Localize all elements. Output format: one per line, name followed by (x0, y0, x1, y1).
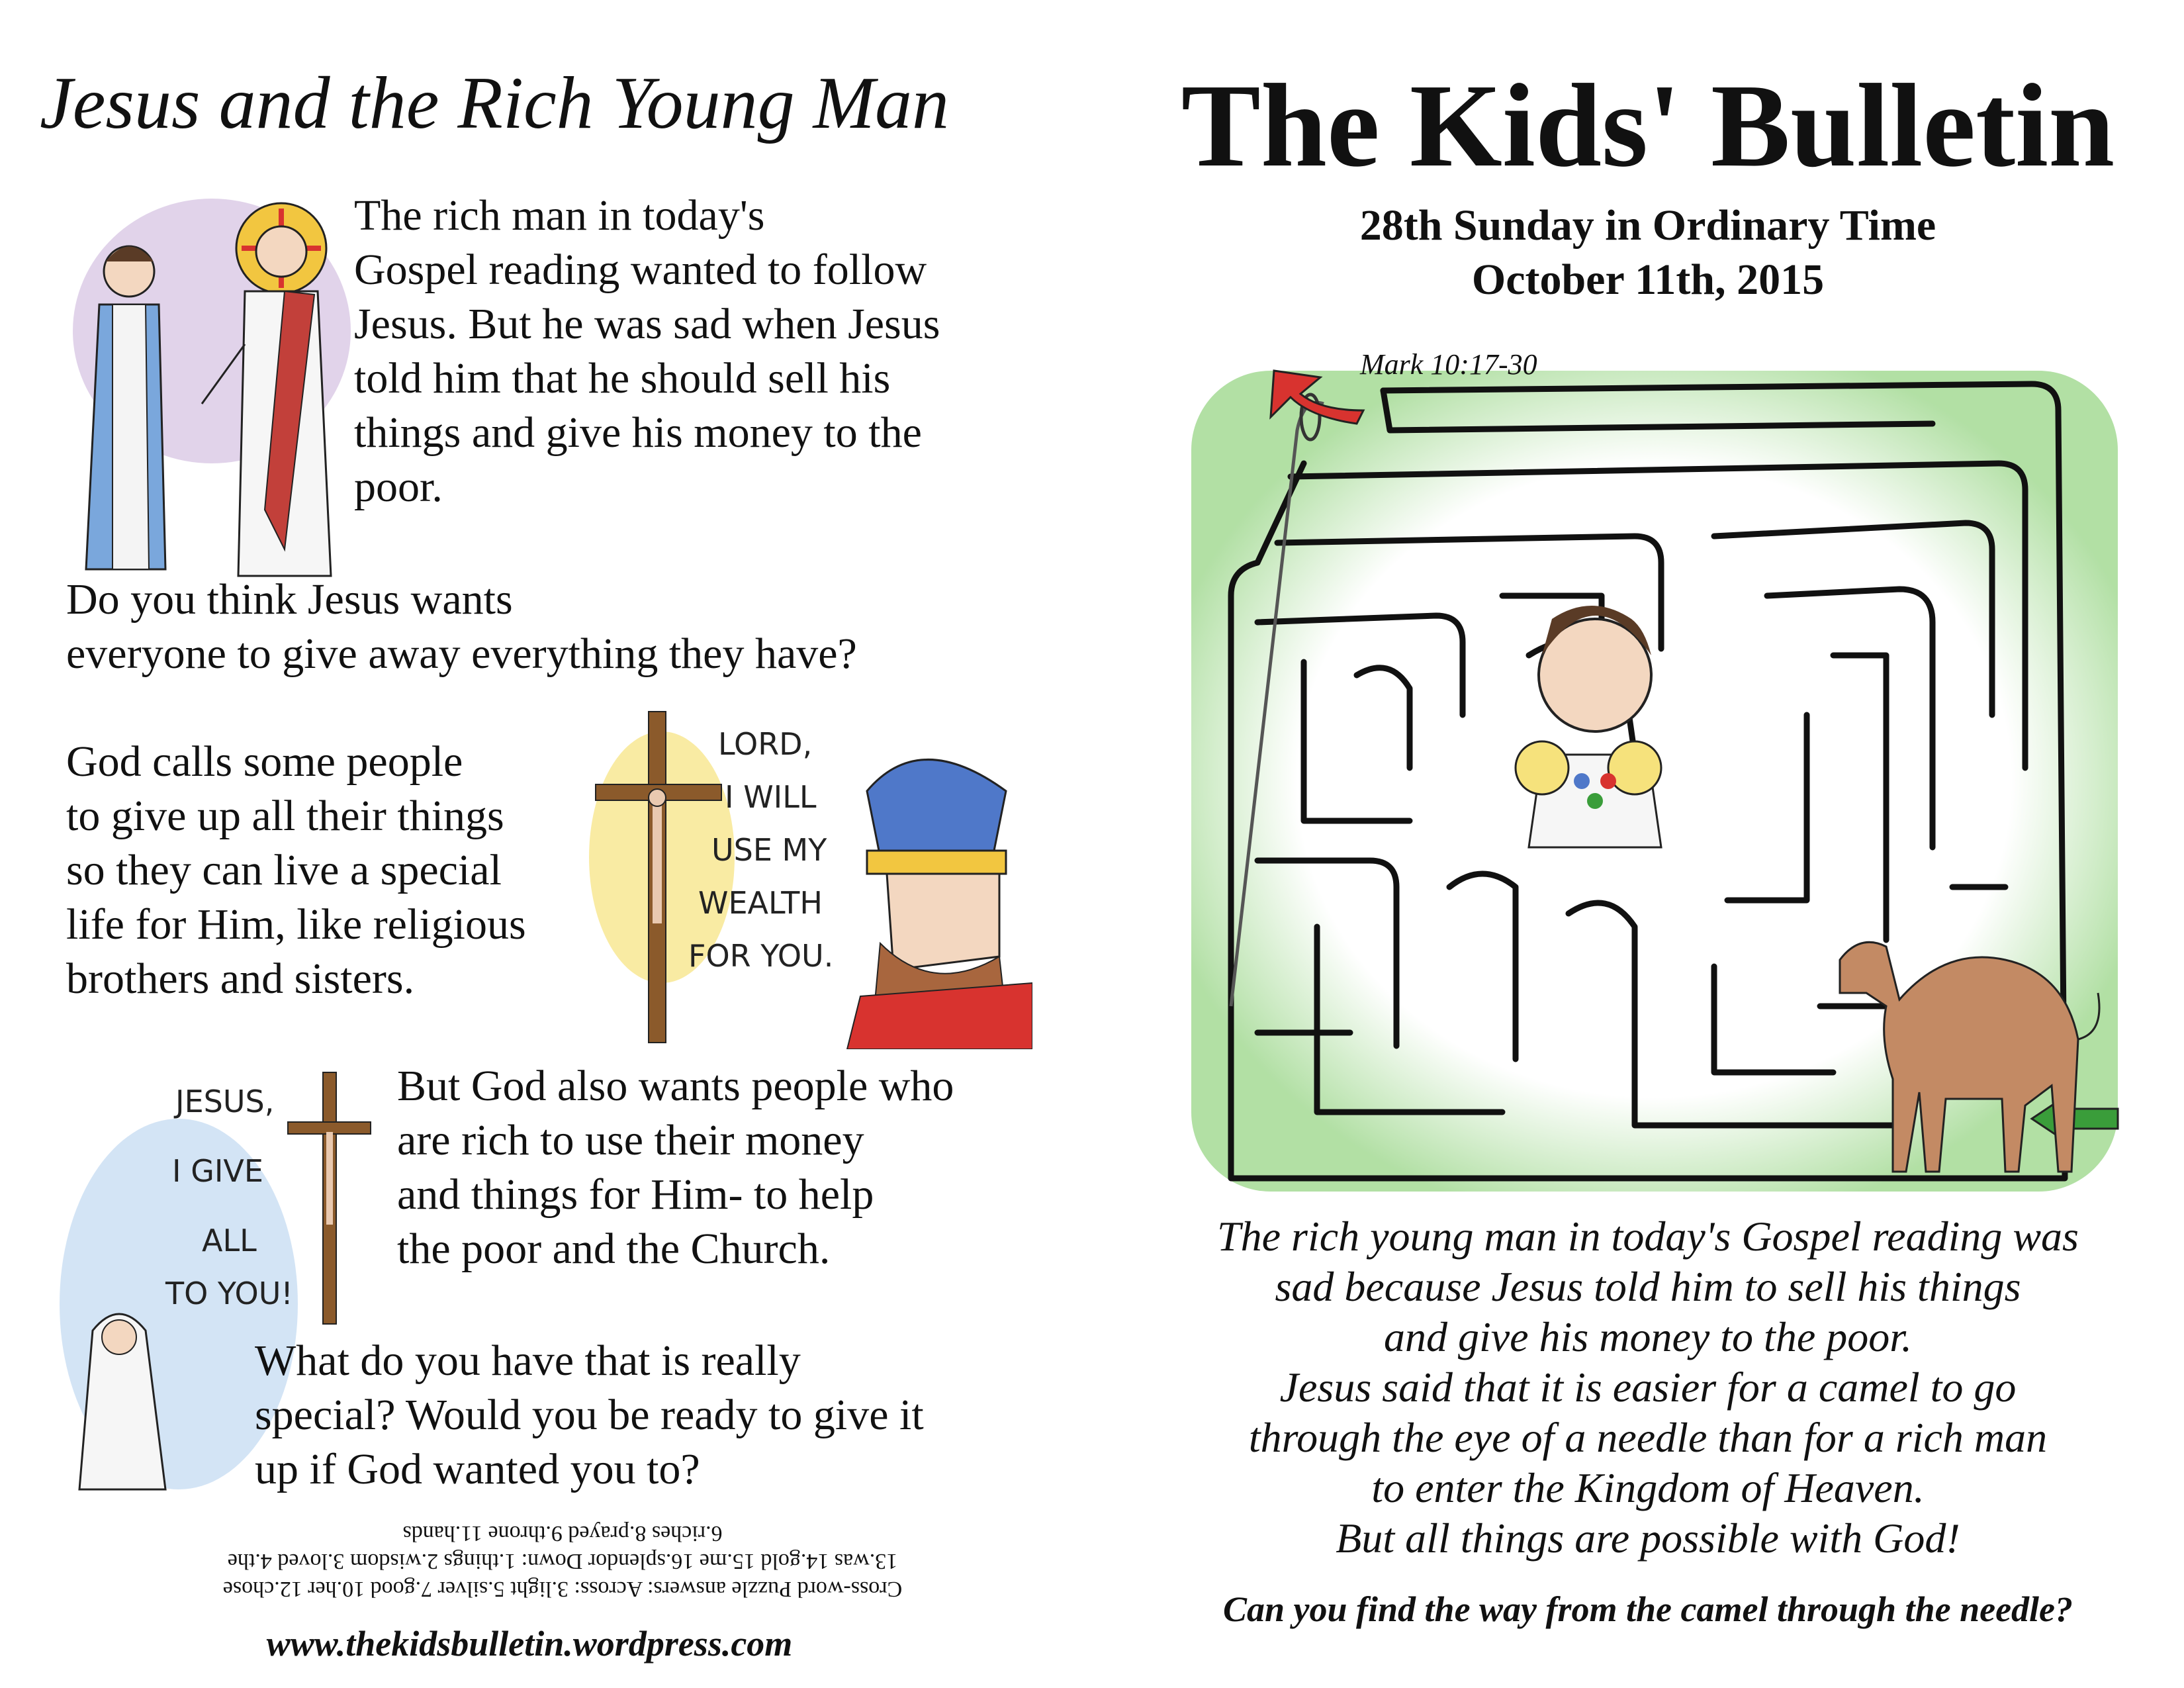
paragraph-2: Do you think Jesus wants everyone to give away everything they have? (66, 575, 857, 678)
nun-bubble-line-1: JESUS, (175, 1084, 275, 1119)
paragraph-4: But God also wants people who are rich to use their money and things for Him- to help the poor and the Church. (397, 1062, 954, 1273)
bulletin-title: The Kids' Bulletin (1181, 60, 2115, 191)
king-bubble-line-4: WEALTH (698, 885, 823, 921)
story-text: The rich young man in today's Gospel reading was sad because Jesus told him to sell his things and give his money to the poor. Jesus said that it is easier for a camel to go through the eye of a needle than for a rich man to enter the Kingdom of Heaven. But all things are possible with God! (1217, 1213, 2079, 1562)
paragraph-1: The rich man in today's Gospel reading wanted to follow Jesus. But he was sad when Jesus told him that he should sell his things and give his money to the poor. (354, 191, 940, 511)
bulletin-date: October 11th, 2015 (1471, 256, 1825, 304)
nun-bubble-line-3: ALL (202, 1223, 257, 1258)
paragraph-3: God calls some people to give up all their things so they can live a special life for Him, like religious brothers and sisters. (66, 737, 526, 1003)
liturgical-day: 28th Sunday in Ordinary Time (1359, 201, 1936, 250)
maze-question: Can you find the way from the camel through the needle? (1222, 1589, 2073, 1629)
king-bubble-line-2: I WILL (725, 779, 817, 815)
king-and-crucifix-illustration (582, 705, 1032, 1049)
jesus-and-young-man-illustration (20, 179, 351, 596)
left-page-title: Jesus and the Rich Young Man (40, 62, 949, 144)
bulletin-subtitle (1125, 199, 2171, 307)
nun-bubble-line-2: I GIVE (172, 1153, 263, 1189)
king-bubble-line-3: USE MY (711, 832, 827, 868)
paragraph-5: What do you have that is really special? Would you be ready to give it up if God wanted you to? (255, 1336, 924, 1493)
website-link[interactable]: www.thekidsbulletin.wordpress.com (266, 1624, 793, 1664)
camel-illustration (1813, 920, 2118, 1192)
king-bubble-line-1: LORD, (718, 726, 813, 762)
nun-bubble-line-4: TO YOU! (165, 1276, 293, 1311)
king-bubble-line-5: FOR YOU. (688, 938, 834, 974)
scripture-reference: Mark 10:17-30 (1360, 348, 1537, 381)
crossword-answers-upside-down: Cross-word Puzzle answers: Across: 3.light 5.silver 7.good 10.her 12.chose 13.was 14.gold 15.me 16.splendor Down: 1.things 2.wisdom 3.loved 4.the 6.riches 8.prayed 9.throne 11.hands (222, 1521, 903, 1601)
